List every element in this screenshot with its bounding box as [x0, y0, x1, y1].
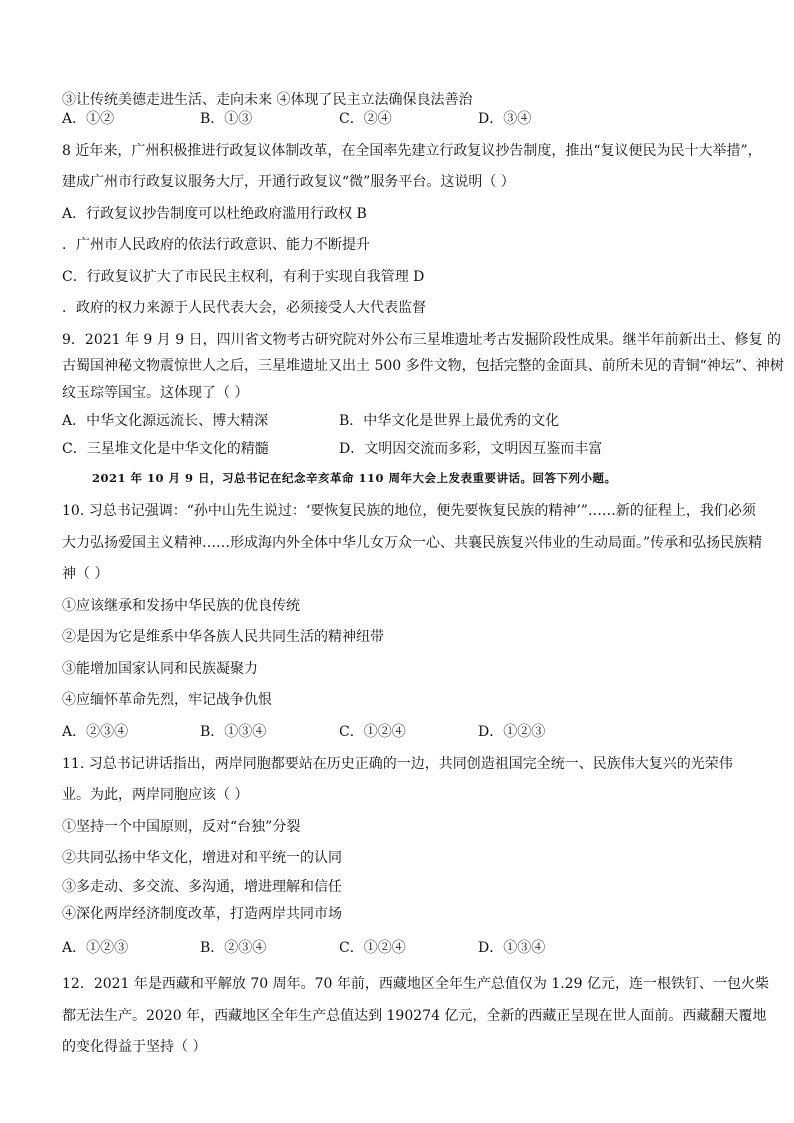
q11-item: ①坚持一个中国原则，反对“台独”分裂 [62, 819, 301, 835]
q11-item: ④深化两岸经济制度改革，打造两岸共同市场 [62, 906, 342, 922]
q10-option-b: B．①③④ [200, 724, 267, 740]
q12-stem-line: 12．2021 年是西藏和平解放 70 周年。70 年前，西藏地区全年生产总值仅为 1.29 亿元，连一根铁钉、一包火柴 [62, 976, 769, 992]
q10-option-c: C．①②④ [339, 724, 406, 740]
q9-options-row [62, 440, 754, 458]
q12-stem-line: 都无法生产。2020 年，西藏地区全年生产总值达到 190274 亿元，全新的西藏正呈现在世人面前。西藏翻天覆地 [62, 1008, 767, 1024]
q11-option-c: C．①②④ [339, 940, 406, 956]
q11-options [62, 939, 754, 957]
q10-item: ①应该继承和发扬中华民族的优良传统 [62, 598, 300, 614]
q7-option-a: A．①② [62, 111, 115, 127]
q8-option-line: C．行政复议扩大了市民民主权利，有利于实现自我管理 D [62, 269, 425, 285]
q10-stem-line: 神（ ） [62, 566, 109, 582]
q11-option-a: A．①②③ [62, 940, 129, 956]
q10-stem-line: 10. 习总书记强调：“孙中山先生说过：‘要恢复民族的地位，便先要恢复民族的精神’”……新的征程上，我们必须 [62, 503, 756, 519]
q9-option-c: C．三星堆文化是中华文化的精髓 [62, 441, 269, 457]
q9-stem-line: 纹玉琮等国宝。这体现了（ ） [62, 385, 249, 401]
q9-option-b: B．中华文化是世界上最优秀的文化 [339, 413, 560, 429]
q9-options-row [62, 412, 754, 430]
q7-option-b: B．①③ [200, 111, 253, 127]
q8-option-line: ．政府的权力来源于人民代表大会，必须接受人大代表监督 [62, 300, 426, 316]
q10-options [62, 723, 754, 741]
q11-option-b: B．②③④ [200, 940, 267, 956]
q10-11-intro: 2021 年 10 月 9 日，习总书记在纪念辛亥革命 110 周年大会上发表重要讲话。回答下列小题。 [92, 471, 617, 485]
q11-item: ②共同弘扬中华文化，增进对和平统一的认同 [62, 850, 342, 866]
q8-stem-line: 建成广州市行政复议服务大厅，开通行政复议“微”服务平台。这说明（ ） [62, 174, 515, 190]
q9-option-a: A．中华文化源远流长、博大精深 [62, 413, 269, 429]
q9-stem-line: 9．2021 年 9 月 9 日，四川省文物考古研究院对外公布三星堆遗址考古发掘阶段性成果。继半年前新出土、修复 的 [62, 332, 782, 348]
q9-option-d: D．文明因交流而多彩，文明因互鉴而丰富 [339, 441, 603, 457]
q11-stem-line: 11. 习总书记讲话指出，两岸同胞都要站在历史正确的一边，共同创造祖国完全统一、民族伟大复兴的光荣伟 [62, 756, 733, 772]
q10-option-d: D．①②③ [478, 724, 546, 740]
q7-option-d: D．③④ [478, 111, 532, 127]
q11-item: ③多走动、多交流、多沟通，增进理解和信任 [62, 879, 342, 895]
q7-options [62, 110, 754, 128]
q12-stem-line: 的变化得益于坚持（ ） [62, 1039, 207, 1055]
q11-option-d: D．①③④ [478, 940, 546, 956]
q8-option-line: A．行政复议抄告制度可以杜绝政府滥用行政权 B [62, 206, 367, 222]
q10-item: ②是因为它是维系中华各族人民共同生活的精神纽带 [62, 629, 384, 645]
q8-stem-line: 8 近年来，广州积极推进行政复议体制改革，在全国率先建立行政复议抄告制度，推出“复议便民为民十大举措”， [62, 143, 762, 159]
q10-stem-line: 大力弘扬爱国主义精神……形成海内外全体中华儿女万众一心、共襄民族复兴伟业的生动局面。”传承和弘扬民族精 [62, 535, 763, 551]
q9-stem-line: 古蜀国神秘文物震惊世人之后，三星堆遗址又出土 500 多件文物，包括完整的金面具、前所未见的青铜“神坛”、神树 [62, 358, 784, 374]
q7-option-c: C．②④ [339, 111, 392, 127]
q8-option-line: ．广州市人民政府的依法行政意识、能力不断提升 [62, 237, 370, 253]
q10-option-a: A．②③④ [62, 724, 129, 740]
q10-item: ④应缅怀革命先烈，牢记战争仇恨 [62, 692, 272, 708]
q7-items-line: ③让传统美德走进生活、走向未来 ④体现了民主立法确保良法善治 [62, 92, 473, 108]
q11-stem-line: 业。为此，两岸同胞应该（ ） [62, 787, 249, 803]
q10-item: ③能增加国家认同和民族凝聚力 [62, 661, 258, 677]
